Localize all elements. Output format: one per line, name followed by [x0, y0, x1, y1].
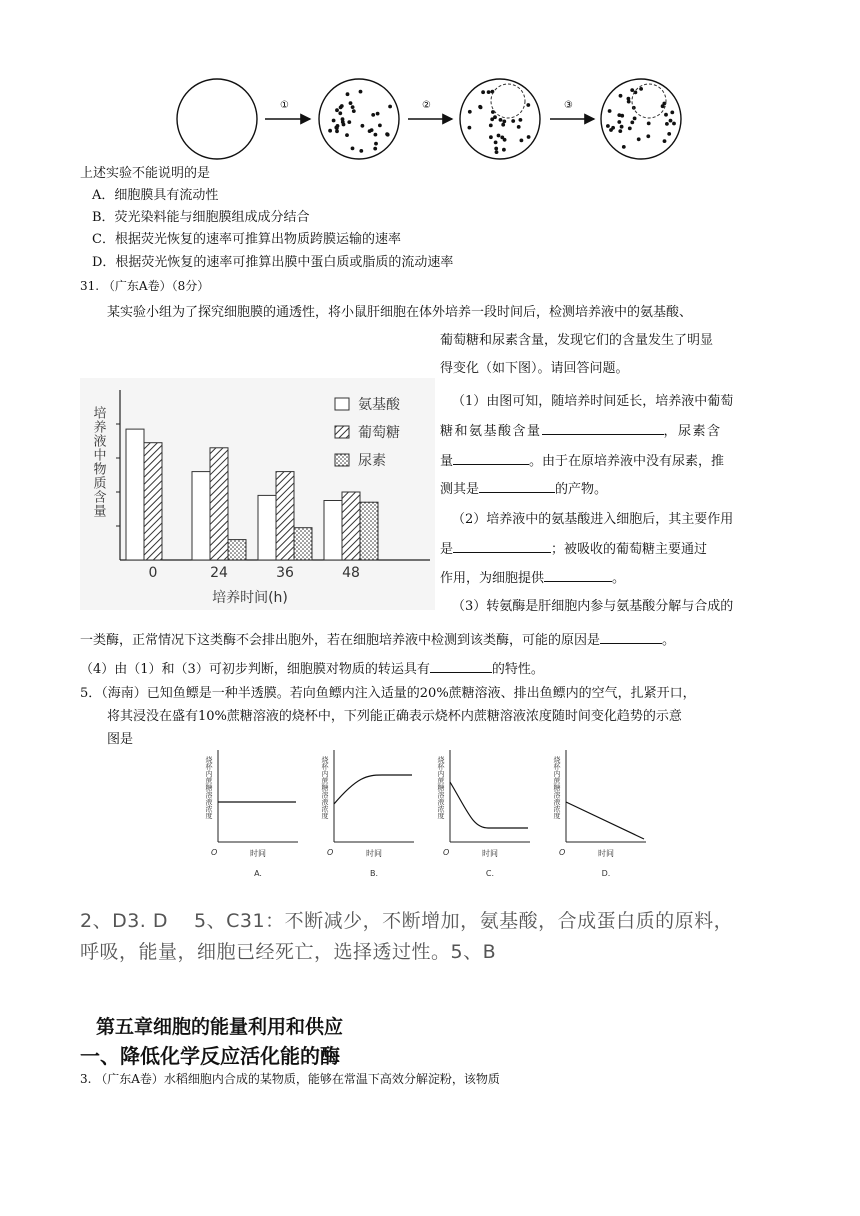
- fluorescent-dot: [352, 109, 356, 113]
- fluorescent-dot: [665, 122, 669, 126]
- fluorescent-dot: [336, 124, 340, 128]
- fluorescent-dot: [500, 136, 504, 140]
- q3-stem: 3. （广东A卷）水稻细胞内合成的某物质，能够在常温下高效分解淀粉，该物质: [80, 1072, 500, 1086]
- fluorescent-dot: [628, 127, 632, 131]
- q31-part2-c: 作用，为细胞提供 。: [440, 568, 625, 589]
- fluorescent-dot: [502, 120, 506, 124]
- fluorescent-dot: [622, 145, 626, 149]
- fluorescent-dot: [328, 129, 332, 133]
- arrow-label-3: ③: [564, 100, 573, 111]
- legend-label: 氨基酸: [358, 397, 400, 413]
- fluorescent-dot: [501, 123, 505, 127]
- fluorescent-dot: [374, 133, 378, 137]
- fluorescent-dot: [497, 134, 501, 138]
- bar-氨基酸-24: [192, 472, 210, 560]
- fluorescent-dot: [351, 147, 355, 151]
- bar-葡萄糖-48: [342, 492, 360, 560]
- arrow-label-1: ①: [280, 100, 289, 111]
- fluorescent-dot: [669, 119, 673, 123]
- graph-x-label: 时间: [366, 849, 382, 858]
- answer-blank-5[interactable]: [544, 568, 612, 582]
- fluorescent-dot: [633, 117, 637, 121]
- q31-part3-b: 一类酶，正常情况下这类酶不会排出胞外，若在细胞培养液中检测到该类酶，可能的原因是 。: [80, 630, 675, 651]
- q31-part1-c: 量 。由于在原培养液中没有尿素，推: [440, 451, 724, 472]
- fluorescent-dot: [630, 121, 634, 125]
- graph-origin: O: [559, 848, 566, 857]
- question-stem: 上述实验不能说明的是: [80, 166, 211, 181]
- fluorescent-dot: [346, 92, 350, 96]
- q5-line-1: 5．（海南）已知鱼鳔是一种半透膜。若向鱼鳔内注入适量的20%蔗糖溶液、排出鱼鳔内的空气，扎紧开口，: [80, 686, 696, 701]
- q31-number: 31. （广东A卷）（8分）: [80, 279, 210, 293]
- graph-d: [553, 750, 647, 878]
- bar-氨基酸-48: [324, 501, 342, 561]
- legend-swatch: [335, 454, 349, 466]
- q5-graphs: [196, 742, 656, 882]
- fluorescent-dot: [663, 139, 667, 143]
- graph-curve: [566, 802, 644, 839]
- answer-blank-1[interactable]: [542, 421, 664, 435]
- option-d: D．根据荧光恢复的速率可推算出膜中蛋白质或脂质的流动速率: [92, 255, 454, 270]
- fluorescent-dot: [494, 141, 498, 145]
- fluorescent-dot: [374, 142, 378, 146]
- bar-尿素-48: [360, 502, 378, 560]
- graph-origin: O: [211, 848, 218, 857]
- answer-blank-4[interactable]: [453, 539, 551, 553]
- fluorescent-dot: [495, 150, 499, 154]
- graph-x-label: 时间: [482, 849, 498, 858]
- option-a: A．细胞膜具有流动性: [92, 188, 219, 203]
- bar-葡萄糖-24: [210, 448, 228, 560]
- fluorescent-dot: [361, 124, 365, 128]
- fluorescent-dot: [618, 129, 622, 133]
- fluorescent-dot: [627, 100, 631, 104]
- fluorescent-dot: [519, 118, 523, 122]
- answer-blank-7[interactable]: [430, 659, 492, 673]
- fluorescent-dot: [511, 119, 515, 123]
- fluorescent-dot: [388, 105, 392, 109]
- fluorescent-dot: [630, 88, 634, 92]
- graph-y-label: 烧杯内蔗糖溶液浓度: [437, 756, 445, 819]
- legend-label: 葡萄糖: [358, 425, 400, 441]
- q31-part2-b: 是 ；被吸收的葡萄糖主要通过: [440, 539, 707, 560]
- q31-part4: （4）由（1）和（3）可初步判断，细胞膜对物质的转运具有 的特性。: [80, 659, 544, 680]
- graph-y-label: 烧杯内蔗糖溶液浓度: [321, 756, 329, 819]
- fluorescent-dot: [341, 120, 345, 124]
- fluorescent-dot: [338, 111, 342, 115]
- fluorescent-dot: [489, 124, 493, 128]
- bar-氨基酸-0: [126, 429, 144, 560]
- fluorescent-dot: [345, 133, 349, 137]
- fluorescent-dot: [359, 149, 363, 153]
- fluorescent-dot: [526, 103, 530, 107]
- bleached-area: [491, 84, 525, 118]
- fluorescent-dot: [646, 134, 650, 138]
- q31-part1-a: （1）由图可知，随培养时间延长，培养液中葡萄: [452, 394, 734, 409]
- fluorescent-dot: [489, 135, 493, 139]
- fluorescent-dot: [378, 124, 382, 128]
- fluorescent-dot: [351, 105, 355, 109]
- fluorescent-dot: [620, 114, 624, 118]
- q31-part1-b: 糖和氨基酸含量 ，尿素含: [440, 421, 722, 442]
- fluorescent-dot: [639, 87, 643, 91]
- chapter-title: 第五章细胞的能量利用和供应: [96, 1016, 344, 1038]
- bar-葡萄糖-36: [276, 472, 294, 560]
- fluorescent-dot: [487, 90, 491, 94]
- fluorescent-dot: [517, 125, 521, 129]
- fluorescent-dot: [620, 125, 624, 129]
- fluorescent-dot: [373, 147, 377, 151]
- fluorescent-dot: [647, 122, 651, 126]
- answer-line-1: 2、D3. D 5、C31：不断减少，不断增加，氨基酸，合成蛋白质的原料，: [80, 910, 734, 932]
- fluorescent-dot: [672, 122, 676, 126]
- graph-origin: O: [327, 848, 334, 857]
- graph-x-label: 时间: [250, 849, 266, 858]
- bleached-area: [632, 84, 666, 118]
- q5-line-3: 图是: [107, 732, 134, 747]
- graph-option-label: B.: [369, 869, 379, 878]
- fluorescent-dot: [502, 148, 506, 152]
- fluorescent-dot: [661, 104, 665, 108]
- bar-氨基酸-36: [258, 495, 276, 560]
- graph-y-label: 烧杯内蔗糖溶液浓度: [205, 756, 213, 819]
- q31-intro-3: 得变化（如下图）。请回答问题。: [440, 361, 629, 376]
- fluorescent-dot: [606, 124, 610, 128]
- bar-chart: [80, 378, 435, 610]
- fluorescent-dot: [520, 139, 524, 143]
- x-tick-label: 48: [342, 565, 360, 581]
- fluorescent-dot: [359, 90, 363, 94]
- fluorescent-dot: [349, 101, 353, 105]
- cell-recovered: [601, 79, 681, 159]
- fluorescent-dot: [368, 129, 372, 133]
- cell-bleached: [460, 79, 540, 159]
- fluorescent-dot: [478, 105, 482, 109]
- fluorescence-figure: [170, 76, 690, 166]
- x-tick-label: 0: [148, 565, 158, 581]
- cell-plain: [177, 79, 257, 159]
- graph-b: [321, 750, 415, 878]
- graph-curve: [450, 782, 528, 828]
- fluorescent-dot: [371, 113, 375, 117]
- fluorescent-dot: [608, 109, 612, 113]
- fluorescent-dot: [619, 94, 623, 98]
- legend-label: 尿素: [358, 453, 386, 469]
- y-axis-label: 培养液中物质含量: [90, 406, 106, 518]
- q31-intro-1: 某实验小组为了探究细胞膜的通透性，将小鼠肝细胞在体外培养一段时间后，检测培养液中的氨基酸、: [107, 305, 693, 320]
- q31-part3-a: （3）转氨酶是肝细胞内参与氨基酸分解与合成的: [452, 599, 734, 614]
- fluorescent-dot: [527, 135, 531, 139]
- fluorescent-dot: [637, 137, 641, 141]
- q31-intro-2: 葡萄糖和尿素含量，发现它们的含量发生了明显: [440, 333, 714, 348]
- graph-a: [205, 750, 299, 878]
- fluorescent-dot: [499, 118, 503, 122]
- q31-part2-a: （2）培养液中的氨基酸进入细胞后，其主要作用: [452, 512, 734, 527]
- option-c: C．根据荧光恢复的速率可推算出物质跨膜运输的速率: [92, 232, 401, 247]
- fluorescent-dot: [468, 126, 472, 130]
- x-axis-label: 培养时间(h): [212, 590, 288, 606]
- graph-option-label: D.: [601, 869, 611, 878]
- fluorescent-dot: [490, 117, 494, 121]
- fluorescent-dot: [340, 104, 344, 108]
- fluorescent-dot: [481, 90, 485, 94]
- graph-curve: [334, 775, 412, 804]
- fluorescent-dot: [670, 111, 674, 115]
- fluorescent-dot: [664, 113, 668, 117]
- legend-swatch: [335, 398, 349, 410]
- fluorescent-dot: [332, 119, 336, 123]
- fluorescent-dot: [468, 110, 472, 114]
- bar-尿素-36: [294, 528, 312, 560]
- fluorescent-dot: [335, 108, 339, 112]
- answer-blank-2[interactable]: [453, 451, 529, 465]
- fluorescent-dot: [617, 120, 621, 124]
- graph-origin: O: [443, 848, 450, 857]
- graph-option-label: A.: [254, 869, 262, 878]
- bar-葡萄糖-0: [144, 443, 162, 560]
- fluorescent-dot: [609, 128, 613, 132]
- q5-line-2: 将其浸没在盛有10%蔗糖溶液的烧杯中，下列能正确表示烧杯内蔗糖溶液浓度随时间变化趋势的示意: [107, 709, 682, 724]
- cell-labeled: [319, 79, 399, 159]
- bar-尿素-24: [228, 540, 246, 560]
- graph-option-label: C.: [485, 869, 495, 878]
- fluorescent-dot: [494, 147, 498, 151]
- graph-c: [437, 750, 531, 878]
- x-tick-label: 24: [210, 565, 228, 581]
- q31-part1-d: 测其是 的产物。: [440, 479, 607, 500]
- arrow-label-2: ②: [422, 100, 431, 111]
- section-title: 一、降低化学反应活化能的酶: [80, 1044, 340, 1068]
- option-b: B．荧光染料能与细胞膜组成成分结合: [92, 210, 310, 225]
- answer-blank-6[interactable]: [600, 630, 662, 644]
- answer-blank-3[interactable]: [479, 479, 555, 493]
- answer-line-2: 呼吸，能量，细胞已经死亡，选择透过性。5、B: [80, 941, 497, 963]
- graph-x-label: 时间: [598, 849, 614, 858]
- graph-y-label: 烧杯内蔗糖溶液浓度: [553, 756, 561, 819]
- x-tick-label: 36: [276, 565, 294, 581]
- fluorescent-dot: [347, 120, 351, 124]
- fluorescent-dot: [386, 133, 390, 137]
- legend-swatch: [335, 426, 349, 438]
- fluorescent-dot: [376, 112, 380, 116]
- fluorescent-dot: [667, 132, 671, 136]
